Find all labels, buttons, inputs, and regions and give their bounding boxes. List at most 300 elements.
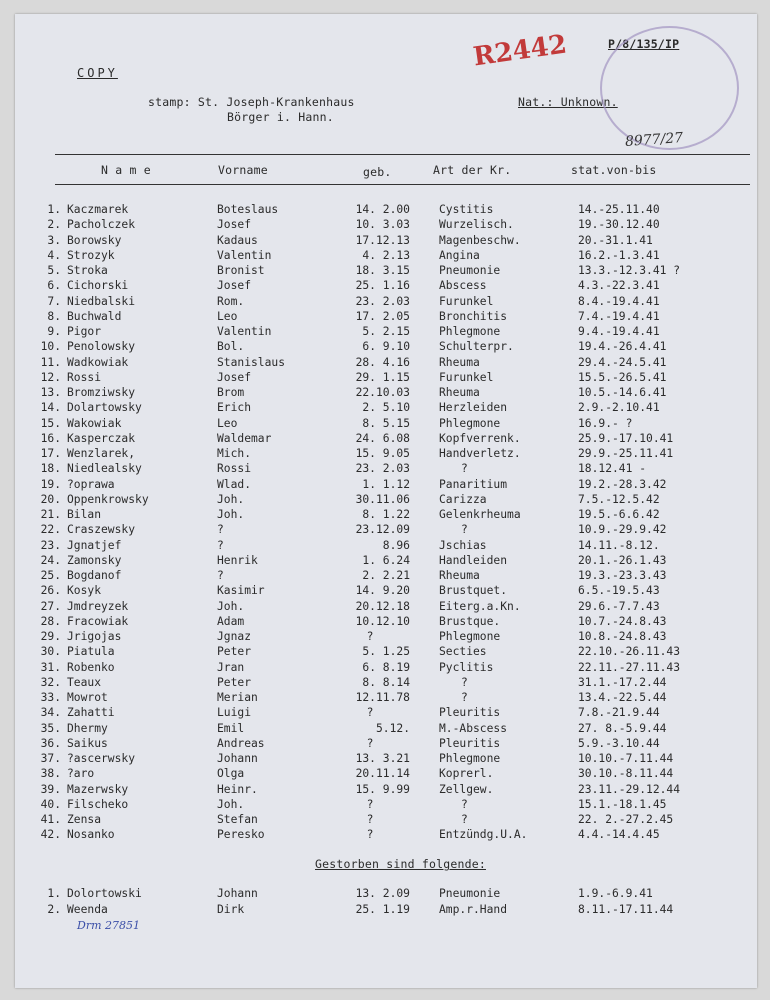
row-number: 26.	[40, 584, 61, 598]
row-number: 6.	[47, 279, 61, 293]
row-geb: 10. 3.03	[355, 218, 410, 232]
row-stat: 29.6.-7.7.43	[578, 599, 660, 613]
row-number: 1.	[47, 887, 61, 900]
row-stat: 5.9.-3.10.44	[578, 736, 660, 750]
col-stat: stat.von-bis	[571, 163, 657, 177]
row-vorname: Joh.	[217, 492, 245, 506]
row-stat: 19.-30.12.40	[578, 218, 660, 232]
row-number: 7.	[47, 294, 61, 308]
row-art: Brustque.	[439, 614, 501, 628]
row-name: Jrigojas	[67, 630, 122, 643]
row-stat: 18.12.41 -	[578, 462, 647, 476]
row-art: Furunkel	[439, 370, 494, 384]
row-stat: 10.8.-24.8.43	[578, 630, 667, 643]
table-row	[15, 828, 757, 843]
table-row	[15, 630, 757, 645]
row-stat: 23.11.-29.12.44	[578, 782, 681, 796]
row-art: Magenbeschw.	[439, 233, 521, 247]
table-row	[15, 371, 757, 386]
row-art: ?	[461, 675, 468, 689]
row-number: 1.	[47, 203, 61, 216]
row-art: Pleuritis	[439, 706, 501, 720]
row-geb: 23. 2.03	[355, 294, 410, 308]
row-geb: 12.11.78	[355, 691, 410, 704]
row-stat: 22. 2.-27.2.45	[578, 813, 674, 826]
row-art: Phlegmone	[439, 630, 501, 643]
row-number: 25.	[40, 569, 61, 582]
row-art: M.-Abscess	[439, 721, 508, 735]
row-art: Rheuma	[439, 569, 480, 582]
row-geb: 13. 3.21	[355, 752, 410, 765]
row-name: Saikus	[67, 736, 108, 750]
row-geb: 22.10.03	[355, 386, 410, 399]
table-row	[15, 539, 757, 554]
row-stat: 22.11.-27.11.43	[578, 660, 681, 674]
row-stat: 29.9.-25.11.41	[578, 447, 674, 460]
row-art: Koprerl.	[439, 767, 494, 781]
row-stat: 22.10.-26.11.43	[578, 645, 681, 659]
row-stat: 13.4.-22.5.44	[578, 691, 667, 704]
row-art: Phlegmone	[439, 416, 501, 430]
row-art: Eiterg.a.Kn.	[439, 599, 521, 613]
row-stat: 14.11.-8.12.	[578, 538, 660, 552]
table-row	[15, 432, 757, 447]
row-stat: 10.7.-24.8.43	[578, 614, 667, 628]
row-stat: 10.10.-7.11.44	[578, 752, 674, 765]
table-row	[15, 615, 757, 630]
row-number: 19.	[40, 477, 61, 491]
row-art: Bronchitis	[439, 309, 508, 323]
table-row	[15, 887, 757, 902]
table-row	[15, 722, 757, 737]
row-name: Robenko	[67, 660, 115, 674]
row-geb: 18. 3.15	[355, 264, 410, 277]
row-number: 40.	[40, 797, 61, 811]
row-stat: 20.1.-26.1.43	[578, 553, 667, 567]
row-vorname: Jgnaz	[217, 630, 252, 643]
row-number: 4.	[47, 248, 61, 262]
row-geb: 8. 1.22	[362, 508, 410, 521]
row-name: Zensa	[67, 813, 102, 826]
row-vorname: Josef	[217, 279, 252, 293]
row-stat: 31.1.-17.2.44	[578, 675, 667, 689]
row-stat: 4.4.-14.4.45	[578, 828, 660, 842]
row-geb: 2. 2.21	[362, 569, 410, 582]
row-vorname: Erich	[217, 401, 252, 415]
row-name: Mazerwsky	[67, 782, 129, 796]
row-geb: 20.11.14	[355, 767, 410, 781]
table-row	[15, 386, 757, 401]
row-geb: 15. 9.99	[355, 782, 410, 796]
table-row	[15, 401, 757, 416]
row-name: Jgnatjef	[67, 538, 122, 552]
row-geb: 8. 5.15	[362, 416, 410, 430]
row-number: 11.	[40, 355, 61, 369]
row-name: ?ascerwsky	[67, 752, 136, 765]
row-geb: 5. 1.25	[362, 645, 410, 659]
row-number: 15.	[40, 416, 61, 430]
row-stat: 30.10.-8.11.44	[578, 767, 674, 781]
row-name: Zahatti	[67, 706, 115, 720]
row-geb: ?	[366, 797, 374, 811]
row-name: Niedbalski	[67, 294, 136, 308]
row-name: Wenzlarek,	[67, 447, 136, 460]
row-number: 34.	[40, 706, 61, 720]
row-geb: 25. 1.19	[355, 902, 410, 916]
row-vorname: Valentin	[217, 325, 272, 338]
row-number: 2.	[47, 902, 61, 916]
row-vorname: Adam	[217, 614, 245, 628]
row-geb: 2. 5.10	[362, 401, 410, 415]
row-art: Handverletz.	[439, 447, 521, 460]
row-number: 33.	[40, 691, 61, 704]
row-geb: 28. 4.16	[355, 355, 410, 369]
row-name: Dolartowsky	[67, 401, 142, 415]
table-row	[15, 203, 757, 218]
row-name: Fracowiak	[67, 614, 129, 628]
row-geb: 17. 2.05	[355, 309, 410, 323]
row-art: Angina	[439, 248, 480, 262]
row-vorname: Stanislaus	[217, 355, 286, 369]
row-vorname: Stefan	[217, 813, 258, 826]
row-vorname: Wlad.	[217, 477, 252, 491]
row-geb: 14. 2.00	[355, 203, 410, 216]
table-row	[15, 752, 757, 767]
row-stat: 7.8.-21.9.44	[578, 706, 660, 720]
row-geb: 14. 9.20	[355, 584, 410, 598]
row-stat: 19.3.-23.3.43	[578, 569, 667, 582]
row-name: Bilan	[67, 508, 102, 521]
row-art: Kopfverrenk.	[439, 431, 521, 445]
row-art: Rheuma	[439, 355, 480, 369]
row-stat: 14.-25.11.40	[578, 203, 660, 216]
row-art: ?	[461, 797, 468, 811]
document-page	[15, 14, 757, 988]
row-art: Pyclitis	[439, 660, 494, 674]
row-geb: 1. 6.24	[362, 553, 410, 567]
row-name: Filscheko	[67, 797, 129, 811]
table-row	[15, 523, 757, 538]
row-stat: 29.4.-24.5.41	[578, 355, 667, 369]
row-stat: 2.9.-2.10.41	[578, 401, 660, 415]
row-stat: 27. 8.-5.9.44	[578, 721, 667, 735]
reference-number: P/8/135/IP	[608, 37, 680, 51]
copy-label: COPY	[77, 66, 118, 80]
table-row	[15, 767, 757, 782]
row-geb: 5. 2.15	[362, 325, 410, 338]
row-geb: ?	[366, 630, 374, 643]
row-art: ?	[461, 691, 468, 704]
row-geb: 23.12.09	[355, 523, 410, 537]
row-number: 37.	[40, 752, 61, 765]
handwritten-archive-number: 8977/27	[624, 129, 684, 151]
row-name: Borowsky	[67, 233, 122, 247]
table-row	[15, 264, 757, 279]
row-name: ?oprawa	[67, 477, 115, 491]
row-name: ?aro	[67, 767, 95, 781]
row-stat: 16.2.-1.3.41	[578, 248, 660, 262]
row-art: Rheuma	[439, 386, 480, 399]
nationality-label: Nat.: Unknown.	[518, 95, 618, 109]
row-geb: 8.96	[382, 538, 410, 552]
row-art: Jschias	[439, 538, 487, 552]
col-geb: geb.	[363, 165, 392, 179]
row-geb: 1. 1.12	[362, 477, 410, 491]
table-row	[15, 661, 757, 676]
row-vorname: ?	[217, 523, 224, 537]
table-row	[15, 569, 757, 584]
row-name: Oppenkrowsky	[67, 492, 149, 506]
row-number: 2.	[47, 218, 61, 232]
row-vorname: Kadaus	[217, 233, 258, 247]
row-name: Bogdanof	[67, 569, 122, 582]
table-row	[15, 584, 757, 599]
row-geb: 24. 6.08	[355, 431, 410, 445]
row-stat: 15.1.-18.1.45	[578, 797, 667, 811]
stamp-line-1: stamp: St. Joseph-Krankenhaus	[148, 95, 355, 109]
table-row	[15, 691, 757, 706]
row-stat: 7.4.-19.4.41	[578, 309, 660, 323]
row-name: Piatula	[67, 645, 115, 659]
table-row	[15, 295, 757, 310]
table-row	[15, 462, 757, 477]
row-vorname: Johann	[217, 752, 258, 765]
row-stat: 4.3.-22.3.41	[578, 279, 660, 293]
row-geb: 8. 8.14	[362, 675, 410, 689]
row-stat: 1.9.-6.9.41	[578, 887, 653, 900]
row-art: Abscess	[439, 279, 487, 293]
row-stat: 19.5.-6.6.42	[578, 508, 660, 521]
row-number: 13.	[40, 386, 61, 399]
row-vorname: Peter	[217, 645, 252, 659]
row-number: 23.	[40, 538, 61, 552]
table-row	[15, 676, 757, 691]
header-rule-top	[55, 154, 750, 155]
stamp-line-2: Börger i. Hann.	[227, 110, 334, 124]
table-row	[15, 249, 757, 264]
row-number: 28.	[40, 614, 61, 628]
row-geb: 17.12.13	[355, 233, 410, 247]
row-vorname: Brom	[217, 386, 245, 399]
row-name: Nosanko	[67, 828, 115, 842]
row-art: ?	[461, 813, 468, 826]
table-row	[15, 645, 757, 660]
table-row	[15, 813, 757, 828]
row-art: ?	[461, 523, 468, 537]
table-row	[15, 340, 757, 355]
row-art: Amp.r.Hand	[439, 902, 508, 916]
row-name: Bromziwsky	[67, 386, 136, 399]
row-vorname: Valentin	[217, 248, 272, 262]
row-vorname: Josef	[217, 370, 252, 384]
row-name: Strozyk	[67, 248, 115, 262]
row-number: 5.	[47, 264, 61, 277]
row-art: ?	[461, 462, 468, 476]
row-geb: 5.12.	[375, 721, 410, 735]
row-art: Phlegmone	[439, 325, 501, 338]
header-rule-bottom	[55, 184, 750, 185]
row-geb: ?	[366, 736, 374, 750]
row-vorname: ?	[217, 569, 224, 582]
row-vorname: Joh.	[217, 599, 245, 613]
row-number: 22.	[40, 523, 61, 537]
handwritten-red-number: R2442	[471, 29, 569, 73]
row-number: 3.	[47, 233, 61, 247]
row-vorname: Rom.	[217, 294, 245, 308]
col-name: N a m e	[101, 163, 151, 177]
row-name: Weenda	[67, 902, 108, 916]
row-vorname: Bol.	[217, 340, 245, 354]
row-art: Phlegmone	[439, 752, 501, 765]
row-stat: 8.11.-17.11.44	[578, 902, 674, 916]
row-number: 21.	[40, 508, 61, 521]
row-name: Penolowsky	[67, 340, 136, 354]
row-number: 30.	[40, 645, 61, 659]
row-name: Mowrot	[67, 691, 108, 704]
row-stat: 15.5.-26.5.41	[578, 370, 667, 384]
row-stat: 9.4.-19.4.41	[578, 325, 660, 338]
row-name: Kaczmarek	[67, 203, 129, 216]
table-row	[15, 554, 757, 569]
table-row	[15, 508, 757, 523]
row-number: 20.	[40, 492, 61, 506]
table-row	[15, 417, 757, 432]
row-geb: 29. 1.15	[355, 370, 410, 384]
row-number: 16.	[40, 431, 61, 445]
row-name: Wadkowiak	[67, 355, 129, 369]
row-number: 41.	[40, 813, 61, 826]
table-row	[15, 903, 757, 918]
row-art: Schulterpr.	[439, 340, 514, 354]
row-geb: 15. 9.05	[355, 447, 410, 460]
row-vorname: Johann	[217, 887, 258, 900]
row-art: Zellgew.	[439, 782, 494, 796]
row-name: Jmdreyzek	[67, 599, 129, 613]
row-vorname: Peter	[217, 675, 252, 689]
handwritten-bottom-note: Drm 27851	[77, 919, 140, 932]
table-row	[15, 279, 757, 294]
row-art: Carizza	[439, 492, 487, 506]
table-row	[15, 310, 757, 325]
row-number: 32.	[40, 675, 61, 689]
row-geb: 6. 9.10	[362, 340, 410, 354]
row-number: 12.	[40, 370, 61, 384]
row-number: 17.	[40, 447, 61, 460]
row-name: Cichorski	[67, 279, 129, 293]
row-art: Pleuritis	[439, 736, 501, 750]
table-row	[15, 478, 757, 493]
row-number: 14.	[40, 401, 61, 415]
table-row	[15, 798, 757, 813]
row-vorname: Joh.	[217, 508, 245, 521]
row-number: 31.	[40, 660, 61, 674]
row-name: Stroka	[67, 264, 108, 277]
row-vorname: Bronist	[217, 264, 265, 277]
row-name: Rossi	[67, 370, 102, 384]
table-row	[15, 737, 757, 752]
row-art: Herzleiden	[439, 401, 508, 415]
row-name: Pigor	[67, 325, 102, 338]
row-art: Cystitis	[439, 203, 494, 216]
row-name: Kosyk	[67, 584, 102, 598]
table-row	[15, 234, 757, 249]
row-geb: ?	[366, 828, 374, 842]
row-art: Pneumonie	[439, 264, 501, 277]
col-vorname: Vorname	[218, 163, 268, 177]
row-geb: 20.12.18	[355, 599, 410, 613]
row-name: Pacholczek	[67, 218, 136, 232]
row-vorname: Joh.	[217, 797, 245, 811]
row-vorname: ?	[217, 538, 224, 552]
row-number: 35.	[40, 721, 61, 735]
row-name: Dhermy	[67, 721, 108, 735]
row-vorname: Henrik	[217, 553, 258, 567]
table-row	[15, 783, 757, 798]
row-geb: 25. 1.16	[355, 279, 410, 293]
row-vorname: Merian	[217, 691, 258, 704]
row-art: Pneumonie	[439, 887, 501, 900]
row-vorname: Mich.	[217, 447, 252, 460]
row-geb: 6. 8.19	[362, 660, 410, 674]
row-vorname: Jran	[217, 660, 245, 674]
table-row	[15, 325, 757, 340]
row-name: Zamonsky	[67, 553, 122, 567]
table-row	[15, 447, 757, 462]
row-vorname: Boteslaus	[217, 203, 279, 216]
row-geb: ?	[366, 706, 374, 720]
row-art: Entzündg.U.A.	[439, 828, 528, 842]
row-art: Gelenkrheuma	[439, 508, 521, 521]
row-number: 29.	[40, 630, 61, 643]
row-number: 42.	[40, 828, 61, 842]
row-stat: 16.9.- ?	[578, 416, 633, 430]
row-vorname: Waldemar	[217, 431, 272, 445]
row-vorname: Josef	[217, 218, 252, 232]
row-vorname: Olga	[217, 767, 245, 781]
row-vorname: Rossi	[217, 462, 252, 476]
row-stat: 7.5.-12.5.42	[578, 492, 660, 506]
row-number: 10.	[40, 340, 61, 354]
row-number: 27.	[40, 599, 61, 613]
row-stat: 8.4.-19.4.41	[578, 294, 660, 308]
row-vorname: Heinr.	[217, 782, 258, 796]
row-geb: 13. 2.09	[355, 887, 410, 900]
row-number: 18.	[40, 462, 61, 476]
row-art: Brustquet.	[439, 584, 508, 598]
row-number: 39.	[40, 782, 61, 796]
row-vorname: Leo	[217, 309, 238, 323]
row-stat: 10.5.-14.6.41	[578, 386, 667, 399]
row-number: 36.	[40, 736, 61, 750]
row-name: Wakowiak	[67, 416, 122, 430]
row-vorname: Peresko	[217, 828, 265, 842]
row-stat: 19.4.-26.4.41	[578, 340, 667, 354]
row-vorname: Leo	[217, 416, 238, 430]
table-row	[15, 600, 757, 615]
row-vorname: Dirk	[217, 902, 245, 916]
row-vorname: Kasimir	[217, 584, 265, 598]
row-name: Kasperczak	[67, 431, 136, 445]
row-geb: 4. 2.13	[362, 248, 410, 262]
table-row	[15, 356, 757, 371]
row-name: Buchwald	[67, 309, 122, 323]
row-vorname: Luigi	[217, 706, 252, 720]
row-stat: 20.-31.1.41	[578, 233, 653, 247]
row-stat: 13.3.-12.3.41 ?	[578, 264, 681, 277]
row-stat: 25.9.-17.10.41	[578, 431, 674, 445]
table-row	[15, 218, 757, 233]
row-art: Handleiden	[439, 553, 508, 567]
